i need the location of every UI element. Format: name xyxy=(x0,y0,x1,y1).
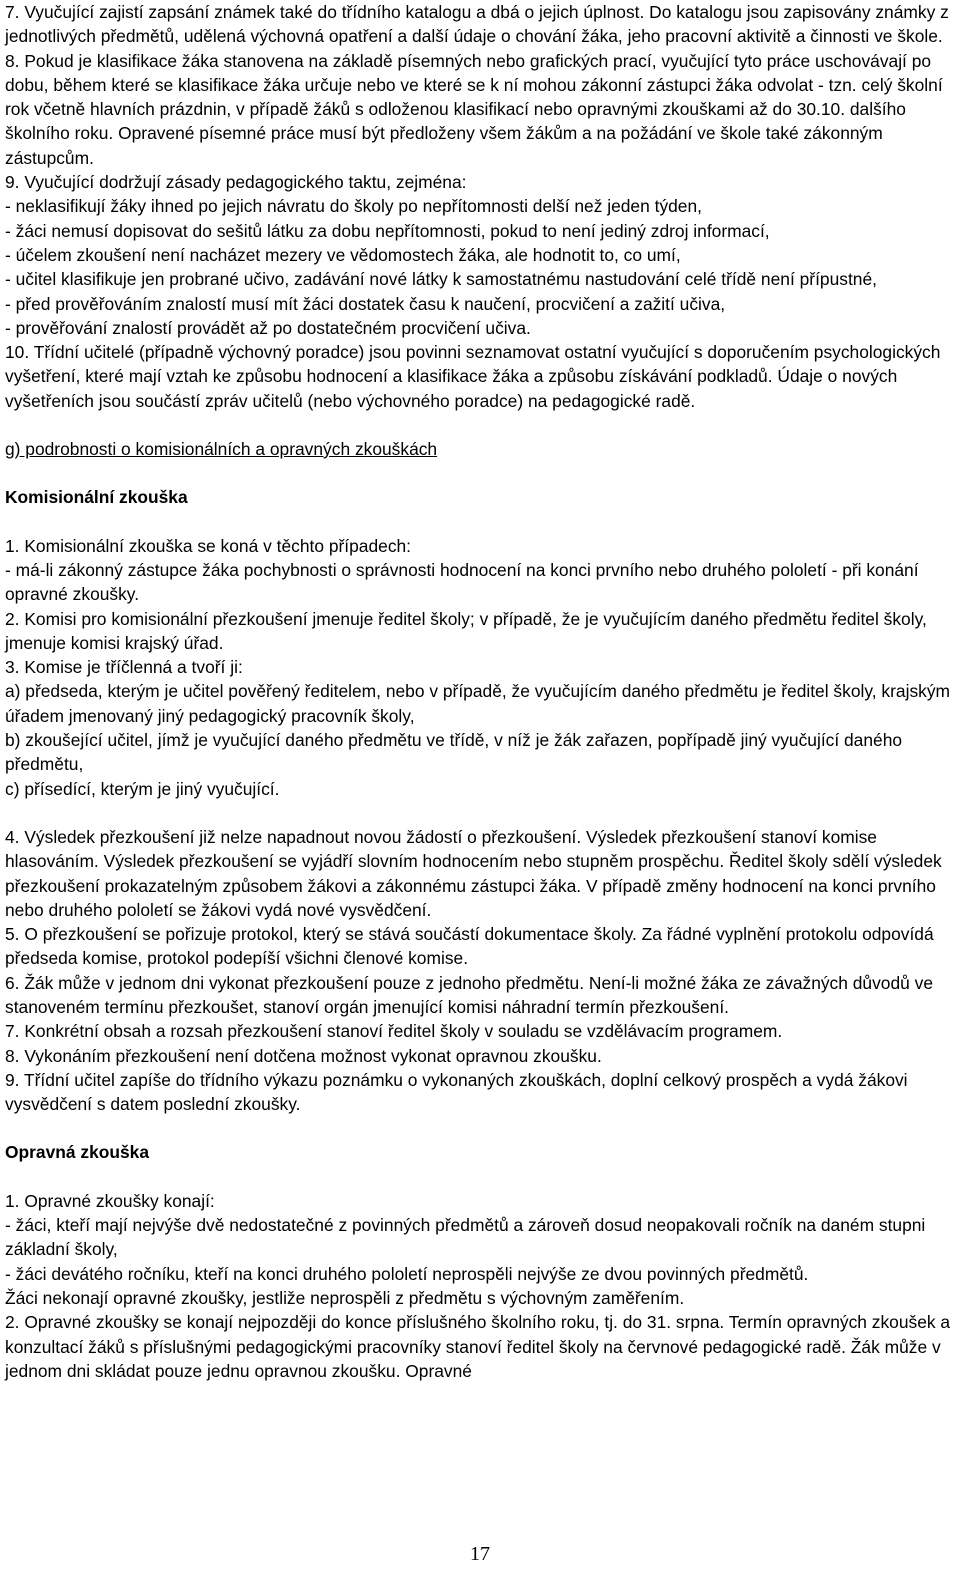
list-item: - učitel klasifikuje jen probrané učivo, zadávání nové látky k samostatnému nastudování celé třídě není přípustné, xyxy=(5,269,877,290)
page-number: 17 xyxy=(470,1543,490,1565)
list-item: - má-li zákonný zástupce žáka pochybnosti o správnosti hodnocení na konci prvního nebo druhého pololetí - při konání opravné zkoušky. xyxy=(5,559,919,605)
paragraph-4: 4. Výsledek přezkoušení již nelze napadnout novou žádostí o přezkoušení. Výsledek přezkoušení stanoví komise hlasováním. Výsledek přezkoušení se vyjádří slovním hodnocením nebo stupněm prospěchu. Ředitel školy sdělí výsledek přezkoušení prokazatelným způsobem žákovi a zákonnému zástupci žáka. V případě změny hodnocení na konci prvního nebo druhého pololetí se žákovi vydá nové vysvědčení. xyxy=(5,826,942,920)
list-item: - žáci, kteří mají nejvýše dvě nedostatečné z povinných předmětů a zároveň dosud neopakovali ročník na daném stupni základní školy, xyxy=(5,1215,926,1260)
paragraph-3: 3. Komise je tříčlenná a tvoří ji: xyxy=(5,657,243,678)
paragraph-1: 1. Komisionální zkouška se koná v těchto případech: xyxy=(5,535,412,556)
list-item: c) přísedící, kterým je jiný vyučující. xyxy=(5,778,280,799)
list-item: - žáci nemusí dopisovat do sešitů látku za dobu nepřítomnosti, pokud to není jediný zdroj informací, xyxy=(5,220,770,241)
paragraph-8: 8. Pokud je klasifikace žáka stanovena na základě písemných nebo grafických prací, vyučující tyto práce uschovávají po dobu, během které se klasifikace žáka určuje nebo ve které se k ní mohou zákonní zástupci žáka odvolat - tzn. celý školní rok včetně hlavních prázdnin, v případě žáků s odloženou klasifikací nebo opravnými zkouškami až do 30.10. dalšího školního roku. Opravené písemné práce musí být předloženy všem žákům a na požádání ve škole také zákonným zástupcům. xyxy=(5,50,943,168)
list-item: - neklasifikují žáky ihned po jejich návratu do školy po nepřítomnosti delší než jeden týden, xyxy=(5,196,702,217)
heading-opravna-zkouska: Opravná zkouška xyxy=(5,1142,150,1163)
list-item: - prověřování znalostí provádět až po dostatečném procvičení učiva. xyxy=(5,317,531,338)
paragraph-2b: 2. Opravné zkoušky se konají nejpozději do konce příslušného školního roku, tj. do 31. srpna. Termín opravných zkoušek a konzultací žáků s příslušnými pedagogickými pracovníky stanoví ředitel školy na červnové pedagogické radě. Žák může v jednom dni skládat pouze jednu opravnou zkoušku. Opravné xyxy=(5,1312,951,1381)
opravna-block xyxy=(5,1189,955,1383)
paragraph-10: 10. Třídní učitelé (případně výchovný poradce) jsou povinni seznamovat ostatní vyučující s doporučením psychologických vyšetření, které mají vztah ke způsobu hodnocení a klasifikace žáka a způsobu získávání podkladů. Údaje o nových vyšetřeních jsou součástí zpráv učitelů (nebo výchovného poradce) na pedagogické radě. xyxy=(5,342,941,411)
paragraph-6: 6. Žák může v jednom dni vykonat přezkoušení pouze z jednoho předmětu. Není-li možné žáka ze závažných důvodů ve stanoveném termínu přezkoušet, stanoví orgán jmenující komisi náhradní termín přezkoušení. xyxy=(5,972,934,1017)
list-item: a) předseda, kterým je učitel pověřený ředitelem, nebo v případě, že vyučujícím daného předmětu je ředitel školy, krajským úřadem jmenovaný jiný pedagogický pracovník školy, xyxy=(5,681,951,726)
komisionalni-block-2 xyxy=(5,825,955,1117)
komisionalni-block-1 xyxy=(5,534,955,801)
classification-rules-block xyxy=(5,0,955,413)
paragraph-7b: 7. Konkrétní obsah a rozsah přezkoušení stanoví ředitel školy v souladu se vzdělávacím programem. xyxy=(5,1021,783,1042)
list-item: - žáci devátého ročníku, kteří na konci druhého pololetí neprospěli nejvýše ze dvou povinných předmětů. xyxy=(5,1263,809,1284)
paragraph-1b: 1. Opravné zkoušky konají: xyxy=(5,1190,215,1211)
list-item: - před prověřováním znalostí musí mít žáci dostatek času k naučení, procvičení a zažití učiva, xyxy=(5,293,726,314)
section-title-g: g) podrobnosti o komisionálních a opravných zkouškách xyxy=(5,439,438,460)
paragraph-9: 9. Vyučující dodržují zásady pedagogického taktu, zejména: xyxy=(5,172,467,193)
list-item: - účelem zkoušení není nacházet mezery ve vědomostech žáka, ale hodnotit to, co umí, xyxy=(5,244,681,265)
paragraph-2: 2. Komisi pro komisionální přezkoušení jmenuje ředitel školy; v případě, že je vyučujícím daného předmětu ředitel školy, jmenuje komisi krajský úřad. xyxy=(5,608,927,653)
paragraph-7: 7. Vyučující zajistí zapsání známek také do třídního katalogu a dbá o jejich úplnost. Do katalogu jsou zapisovány známky z jednotlivých předmětů, udělená výchovná opatření a další údaje o chování žáka, jeho pracovní aktivitě a činnosti ve škole. xyxy=(5,2,949,47)
document-page xyxy=(5,0,955,1383)
paragraph-5: 5. O přezkoušení se pořizuje protokol, který se stává součástí dokumentace školy. Za řádné vyplnění protokolu odpovídá předseda komise, protokol podepíší všichni členové komise. xyxy=(5,924,934,969)
paragraph-9b: 9. Třídní učitel zapíše do třídního výkazu poznámku o vykonaných zkouškách, doplní celkový prospěch a vydá žákovi vysvědčení s datem poslední zkoušky. xyxy=(5,1069,908,1115)
list-item: b) zkoušející učitel, jímž je vyučující daného předmětu ve třídě, v níž je žák zařazen, popřípadě jiný vyučující daného předmětu, xyxy=(5,730,903,775)
paragraph-8b: 8. Vykonáním přezkoušení není dotčena možnost vykonat opravnou zkoušku. xyxy=(5,1045,602,1066)
heading-komisionalni-zkouska: Komisionální zkouška xyxy=(5,487,188,508)
note-line: Žáci nekonají opravné zkoušky, jestliže neprospěli z předmětu s výchovným zaměřením. xyxy=(5,1287,685,1308)
